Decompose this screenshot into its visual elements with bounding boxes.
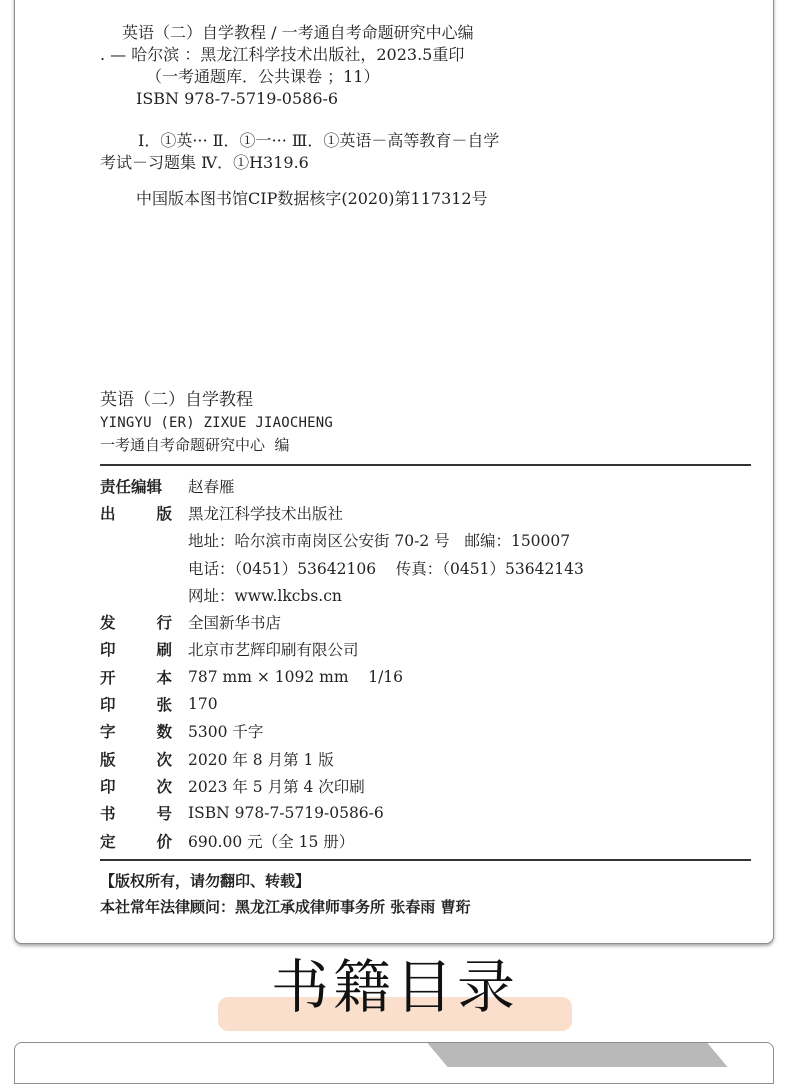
info-value: 全国新华书店 [188,614,282,633]
info-label: 印 次 [100,777,172,796]
info-label: 出 版 [100,504,172,523]
info-row-address [100,527,750,554]
info-label: 书 号 [100,805,172,824]
info-row [100,636,750,663]
section-title: 书籍目录 [270,953,519,1021]
legal-counsel: 本社常年法律顾问：黑龙江承成律师事务所 张春雨 曹珩 [100,898,471,916]
info-label: 责任编辑 [100,477,163,496]
cip-line: （一考通题库．公共课卷 ；11） [146,67,380,86]
book-title-block [100,388,750,456]
info-row [100,772,750,799]
info-row [100,718,750,745]
book-title: 英语（二）自学教程 [100,390,253,410]
copyright-notice: 【版权所有，请勿翻印、转载】 [100,872,311,890]
book-editor: 一考通自考命题研究中心 编 [100,436,290,454]
info-row-editor [100,472,750,499]
publisher-website: 网址：www.lkcbs.cn [188,586,342,605]
info-value: 北京市艺辉印刷有限公司 [188,641,359,660]
decorative-stripe [422,1042,727,1067]
info-label: 发 行 [100,614,172,633]
cip-line: . — 哈尔滨 ：黑龙江科学技术出版社，2023.5重印 [100,45,465,64]
info-value: 2023 年 5 月第 4 次印刷 [188,777,365,796]
divider [100,464,751,466]
publisher-address: 地址：哈尔滨市南岗区公安街 70-2 号 邮编：150007 [188,532,571,551]
info-row [100,690,750,717]
info-row-publisher [100,499,750,526]
divider [100,859,751,861]
footer-notice [100,868,750,920]
info-row [100,663,750,690]
info-label: 开 本 [100,668,172,687]
info-value: 赵春雁 [188,477,235,496]
info-label: 版 次 [100,750,172,769]
info-row [100,608,750,635]
info-value: 690.00 元（全 15 册） [188,832,355,851]
cip-line: 考试－习题集 Ⅳ．①H319.6 [100,153,309,172]
toc-card [14,1042,774,1084]
info-row-website [100,581,750,608]
info-value: 黑龙江科学技术出版社 [188,504,344,523]
info-row [100,800,750,827]
cip-line: ISBN 978-7-5719-0586-6 [136,89,339,108]
cip-line: Ⅰ．①英··· Ⅱ．①一··· Ⅲ．①英语－高等教育－自学 [138,131,500,150]
book-title-pinyin: YINGYU (ER) ZIXUE JIAOCHENG [100,415,333,431]
publication-info [100,472,750,854]
info-value: 2020 年 8 月第 1 版 [188,750,334,769]
cip-number: 中国版本图书馆CIP数据核字(2020)第117312号 [136,189,488,208]
cip-line: 英语（二）自学教程 / 一考通自考命题研究中心编 [122,23,474,42]
info-label: 定 价 [100,832,172,851]
cip-block [100,22,760,210]
info-row [100,827,750,854]
info-label: 字 数 [100,723,172,742]
info-row-phone [100,554,750,581]
info-value: ISBN 978-7-5719-0586-6 [188,804,384,823]
info-value: 170 [188,695,218,714]
publisher-phone: 电话：（0451）53642106 传真：（0451）53642143 [188,559,584,578]
info-label: 印 刷 [100,641,172,660]
info-value: 5300 千字 [188,723,264,742]
toc-section-header [0,952,790,1064]
info-value: 787 mm × 1092 mm 1/16 [188,667,404,686]
info-label: 印 张 [100,696,172,715]
info-row [100,745,750,772]
